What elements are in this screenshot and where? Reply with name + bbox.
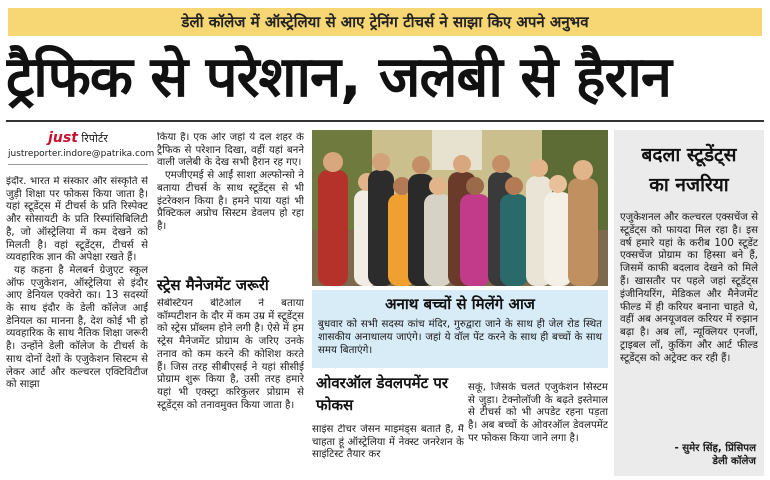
col3-subhead: ओवरऑल डेवलपमेंट पर फोकस xyxy=(316,374,449,414)
col2-paragraph-2: एमजीएमई से आईं साशा अल्फोन्सो ने बताया टीचर्स के साथ स्टूडेंट्स से भी इंटरेक्शन किया है। हमने पाया यहां भी प्रैक्टिकल अप्रोच सिस्टम डेवलप हो रहा है। xyxy=(157,170,304,232)
col3-paragraph-1: साइंस टीचर जेसन माइमंड्स बताते हैं, मैं चाहता हूं ऑस्ट्रेलिया में नेक्स्ट जनरेशन के साइंटिस्ट तैयार कर xyxy=(312,424,464,461)
headline: ट्रैफिक से परेशान, जलेबी से हैरान xyxy=(6,45,671,110)
sidebar-signature xyxy=(675,442,756,468)
caption-title: अनाथ बच्चों से मिलेंगे आज xyxy=(385,295,535,313)
col2-paragraph-1: किया है। एक ओर जहां ये दल शहर के ट्रैफिक से परेशान दिखा, वहीं यहां बनने वाली जलेबी के देख सभी हैरान रह गए। xyxy=(157,132,304,169)
byline-divider xyxy=(8,164,148,165)
sidebar-box xyxy=(614,130,764,476)
byline-email: justreporter.indore@patrika.com xyxy=(8,149,155,159)
group-photo xyxy=(312,130,608,286)
col1-paragraph-1: इंदौर. भारत में संस्कार और संस्कृति से जुड़ी शिक्षा पर फोकस किया जाता है। यहां स्टूडेंट्स में टीचर्स के प्रति रिस्पेक्ट और सोसायटी के प्रति रिस्पांसिबिलिटी है, जो ऑस्ट्रेलिया में कम देखने को मिलती है। वहां स्टूडेंट्स, टीचर्स से व्यवहारिक ज्ञान की अपेक्षा रखते हैं। xyxy=(6,176,148,264)
col3-paragraph-2: सकूं, जिसके चलते एजुकेशन सिस्टम से जुड़ा। टेक्नोलॉजी के बढ़ते इस्तेमाल से टीचर्स को भी अपडेट रहना पड़ता है। अब बच्चों के ओवरऑल डेवलपमेंट पर फोकस किया जाने लगा है। xyxy=(468,382,608,444)
byline-role: रिपोर्टर xyxy=(81,132,108,145)
headline-rule xyxy=(6,120,764,122)
column-4 xyxy=(468,382,608,478)
col1-paragraph-2: यह कहना है मेलबर्न ग्रेजुएट स्कूल ऑफ एजुकेशन, ऑस्ट्रेलिया से इंदौर आए डेनियल एक्वेरो का। 13 सदस्यों के साथ इंदौर के डेली कॉलेज आईं डेनियल का मानना है, देश कोई भी हो व्यवहारिक के साथ नैतिक शिक्षा जरूरी है। उन्होंने डेली कॉलेज के टीचर्स के साथ दोनों देशों के एजुकेशन सिस्टम से लेकर आर्ट और कल्चरल एक्टिविटीज को साझा xyxy=(6,264,148,391)
group-photo-illustration xyxy=(312,130,608,286)
byline-title xyxy=(8,130,148,146)
column-1 xyxy=(6,176,148,476)
column-3 xyxy=(312,424,464,478)
byline-brand: just xyxy=(48,130,78,146)
byline xyxy=(8,130,155,165)
sidebar-title-line-2: का नजरिया xyxy=(649,174,729,196)
caption-body: बुधवार को सभी सदस्य कांच मंदिर, गुरुद्वारा जाने के साथ ही जेल रोड स्थित शासकीय अनाथालय जाएंगे। जहां ये वॉल पेंट करने के साथ ही बच्चों के साथ समय बिताएंगे। xyxy=(318,319,602,356)
photo-caption-box xyxy=(312,290,608,368)
column-2-top xyxy=(157,132,304,274)
col2-subhead: स्ट्रेस मैनेजमेंट जरूरी xyxy=(157,276,269,294)
kicker-strap: डेली कॉलेज में ऑस्ट्रेलिया से आए ट्रेनिंग टीचर्स ने साझा किए अपने अनुभव xyxy=(8,8,762,36)
column-2-bottom xyxy=(157,298,304,476)
sidebar-sign-name: - सुमेर सिंह, प्रिंसिपल xyxy=(674,443,756,454)
sidebar-body: एजुकेशनल और कल्चरल एक्सचेंज से स्टूडेंट्स को फायदा मिल रहा है। इस वर्ष हमारे यहां के करीब 100 स्टूडेंट एक्सचेंज प्रोग्राम का हिस्सा बने हैं, जिसमें काफी बदलाव देखने को मिले हैं। खासतौर पर पहले जहां स्टूडेंट्स इंजीनियरिंग, मेडिकल और मैनेजमेंट फील्ड में ही करियर बनाना चाहते थे, वहीं अब अनयूजवल करियर में रुझान बढ़ा है। अब लॉ, न्यूक्लियर एनर्जी, ट्राइबल लॉ, कुकिंग और आर्ट फील्ड स्टूडेंट्स को अट्रेक्ट कर रही हैं। xyxy=(620,212,758,364)
sidebar-title xyxy=(614,140,764,200)
col2-paragraph-3: सेबेस्टियन बेटिओल ने बताया कॉम्पटीशन के दौर में कम उम्र में स्टूडेंट्स को स्ट्रेस प्रॉब्लम होने लगी है। ऐसे में हम स्ट्रेस मैनेजमेंट प्रोग्राम के जरिए उनके तनाव को कम करने की कोशिश करते हैं। जिस तरह सीबीएसई ने यहां सीसीई प्रोग्राम शुरू किया है, उसी तरह हमारे यहां भी एक्स्ट्रा करिकुलर प्रोग्राम से स्टूडेंट्स को तनावमुक्त किया जाता है। xyxy=(157,298,304,411)
sidebar-title-line-1: बदला स्टूडेंट्स xyxy=(641,144,737,166)
sidebar-sign-org: डेली कॉलेज xyxy=(712,456,756,467)
